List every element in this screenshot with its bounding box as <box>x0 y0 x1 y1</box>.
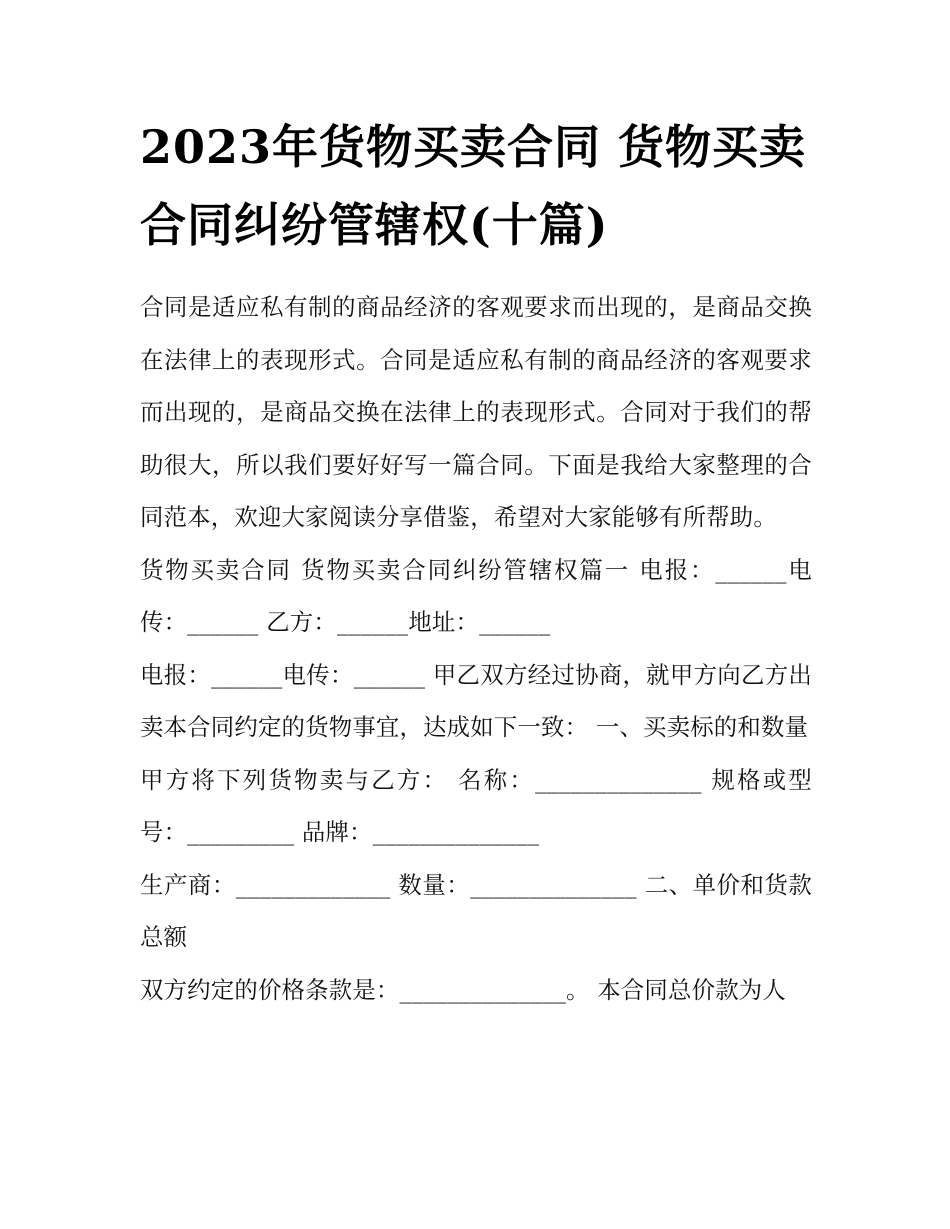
contract-preamble-paragraph: 电报：______电传：______ 甲乙双方经过协商，就甲方向乙方出卖本合同约定的货物事宜，达成如下一致： 一、买卖标的和数量 <box>140 660 812 741</box>
producer-quantity-paragraph: 生产商：_____________ 数量：______________ 二、单价和货款总额 <box>140 870 812 951</box>
contract-header-paragraph: 货物买卖合同 货物买卖合同纠纷管辖权篇一 电报：______电传：______ 乙方：______地址：______ <box>140 555 812 636</box>
document-body <box>140 281 812 1016</box>
document-title: 2023年货物买卖合同 货物买卖合同纠纷管辖权(十篇) <box>140 120 807 252</box>
goods-detail-paragraph: 甲方将下列货物卖与乙方： 名称：______________ 规格或型号：_________ 品牌：______________ <box>140 765 812 846</box>
intro-paragraph: 合同是适应私有制的商品经济的客观要求而出现的，是商品交换在法律上的表现形式。合同是适应私有制的商品经济的客观要求而出现的，是商品交换在法律上的表现形式。合同对于我们的帮助很大，所以我们要好好写一篇合同。下面是我给大家整理的合同范本，欢迎大家阅读分享借鉴，希望对大家能够有所帮助。 <box>140 293 812 531</box>
price-terms-paragraph: 双方约定的价格条款是：______________。 本合同总价款为人 <box>140 975 786 1004</box>
